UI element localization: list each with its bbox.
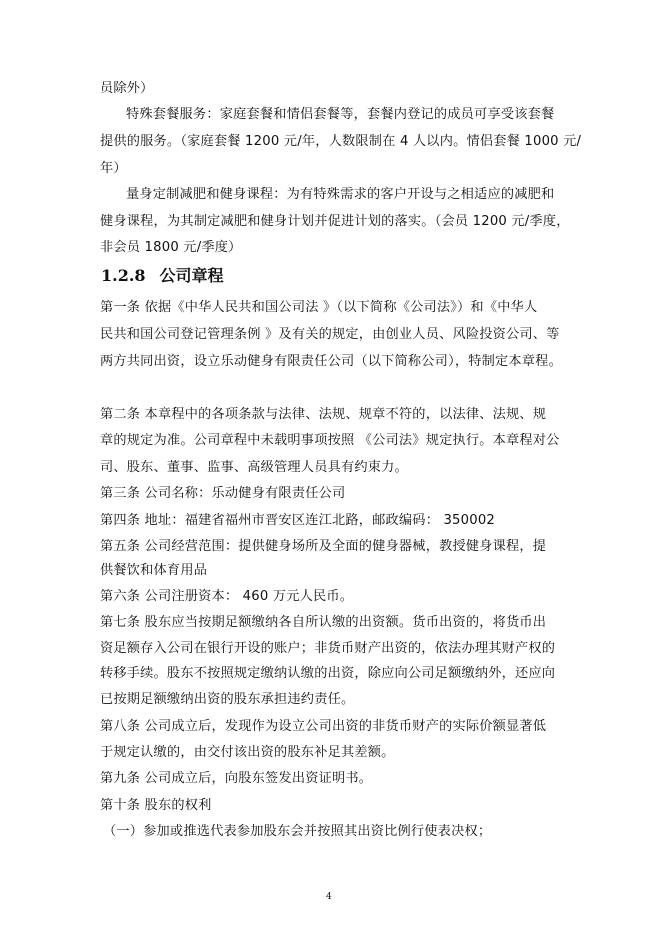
text-line: 员除外） bbox=[100, 81, 154, 96]
text-line: 非会员 1800 元/季度） bbox=[100, 240, 242, 255]
article-line: 转移手续。股东不按照规定缴纳认缴的出资，除应向公司足额缴纳外，还应向 bbox=[100, 666, 556, 681]
article-line: 章的规定为准。公司章程中未载明事项按照 《公司法》规定执行。本章程对公 bbox=[100, 433, 560, 448]
article-line: 第六条 公司注册资本： 460 万元人民币。 bbox=[100, 589, 354, 604]
article-line: 已按期足额缴纳出资的股东承担违约责任。 bbox=[100, 692, 355, 707]
page-number: 4 bbox=[326, 892, 332, 902]
article-line: 第九条 公司成立后，向股东签发出资证明书。 bbox=[100, 771, 373, 786]
text-line: 年） bbox=[100, 161, 127, 176]
article-line: 于规定认缴的，由交付该出资的股东补足其差额。 bbox=[100, 745, 395, 760]
text-line: 提供的服务。（家庭套餐 1200 元/年，人数限制在 4 人以内。情侣套餐 1000 元/ bbox=[100, 134, 582, 149]
article-line: （一）参加或推选代表参加股东会并按照其出资比例行使表决权； bbox=[103, 824, 492, 839]
article-line: 两方共同出资，设立乐动健身有限责任公司（以下简称公司），特制定本章程。 bbox=[100, 354, 562, 369]
section-heading bbox=[101, 263, 224, 286]
section-title: 公司章程 bbox=[159, 266, 224, 285]
article-line: 第八条 公司成立后，发现作为设立公司出资的非货币财产的实际价额显著低 bbox=[100, 719, 547, 734]
article-line: 第五条 公司经营范围：提供健身场所及全面的健身器械，教授健身课程，提 bbox=[100, 539, 547, 554]
text-line: 量身定制减肥和健身课程：为有特殊需求的客户开设与之相适应的减肥和 bbox=[126, 187, 555, 202]
article-line: 民共和国公司登记管理条例 》及有关的规定，由创业人员、风险投资公司、等 bbox=[100, 327, 560, 342]
article-line: 第十条 股东的权利 bbox=[100, 798, 212, 813]
article-line: 司、股东、董事、监事、高级管理人员具有约束力。 bbox=[100, 460, 408, 475]
article-line: 第二条 本章程中的各项条款与法律、法规、规章不符的，以法律、法规、规 bbox=[100, 407, 547, 422]
article-line: 第七条 股东应当按期足额缴纳各自所认缴的出资额。货币出资的，将货币出 bbox=[100, 615, 547, 630]
article-line: 第四条 地址：福建省福州市晋安区连江北路，邮政编码： 350002 bbox=[100, 513, 496, 528]
section-number: 1.2.8 bbox=[101, 266, 146, 285]
text-line: 特殊套餐服务：家庭套餐和情侣套餐等，套餐内登记的成员可享受该套餐 bbox=[126, 107, 555, 122]
article-line: 第三条 公司名称：乐动健身有限责任公司 bbox=[100, 486, 346, 501]
article-line: 供餐饮和体育用品 bbox=[100, 563, 208, 578]
article-line: 资足额存入公司在银行开设的账户；非货币财产出资的，依法办理其财产权的 bbox=[100, 641, 556, 656]
text-line: 健身课程，为其制定减肥和健身计划并促进计划的落实。（会员 1200 元/季度， bbox=[100, 214, 570, 229]
article-line: 第一条 依据《中华人民共和国公司法 》（以下简称《公司法》）和《中华人 bbox=[100, 300, 538, 315]
